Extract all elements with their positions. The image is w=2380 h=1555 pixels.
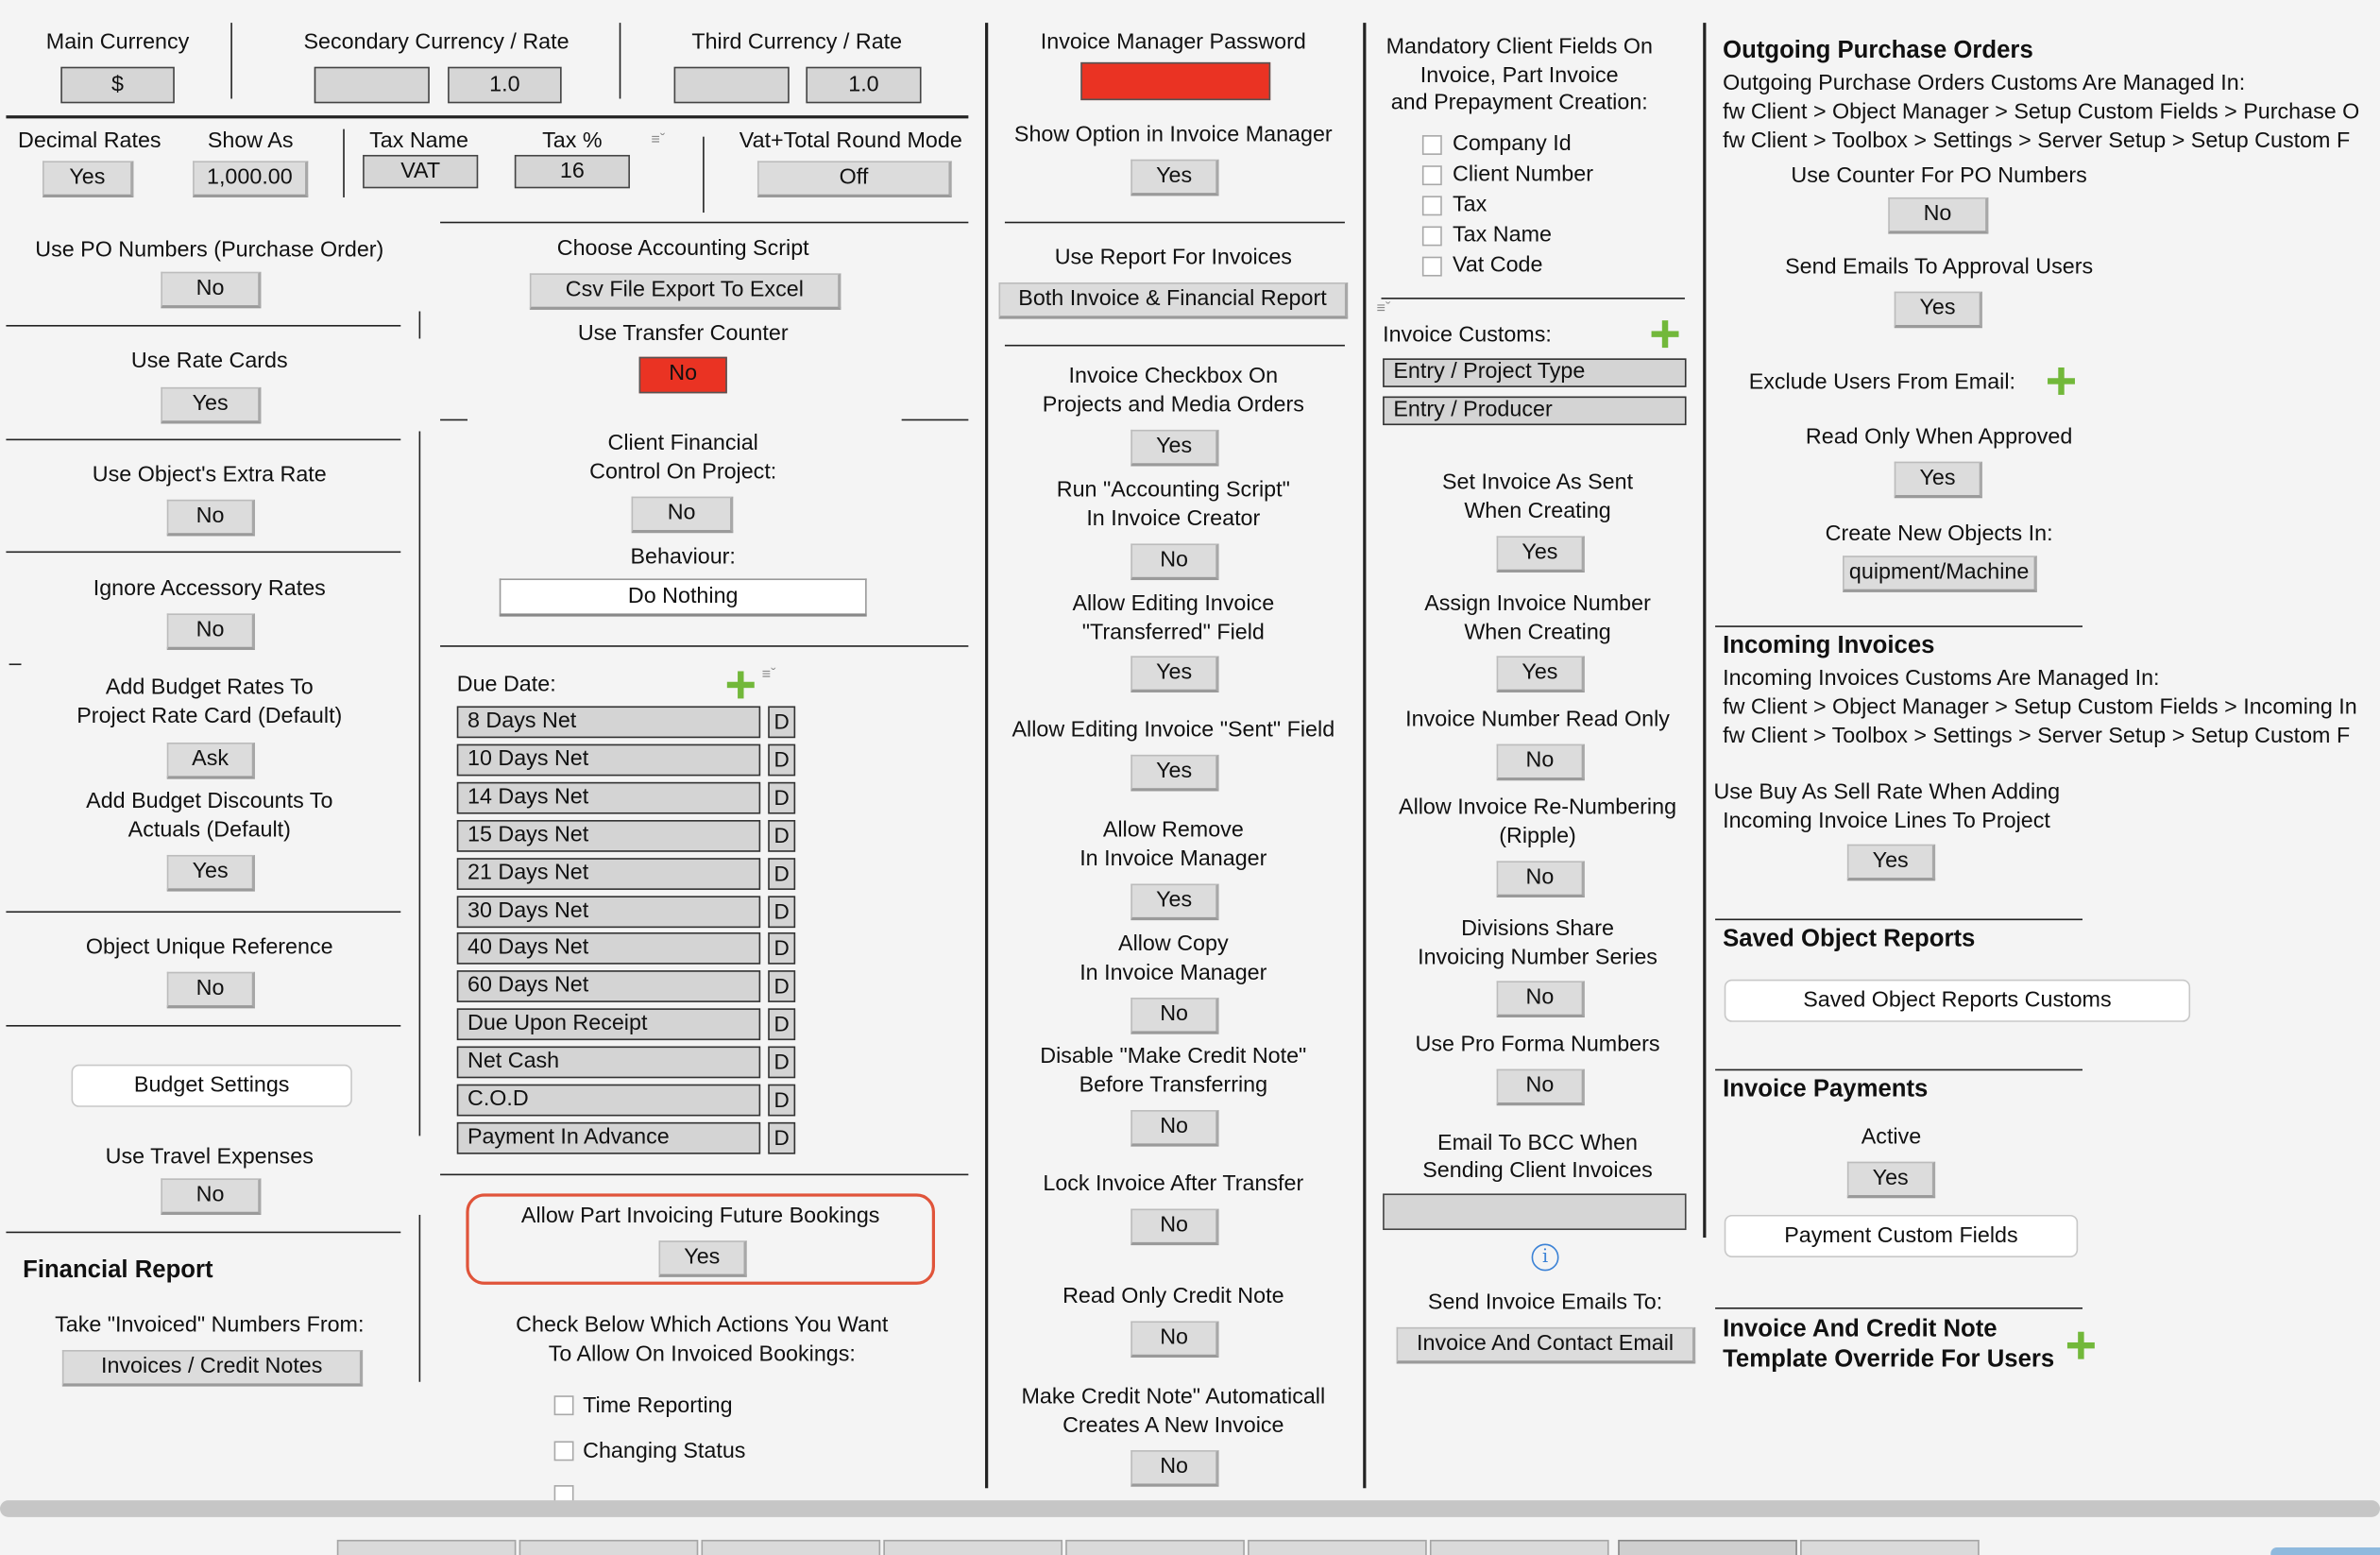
third-rate-field[interactable]: 1.0 [806,67,921,104]
bottom-tab[interactable] [1248,1540,1427,1555]
payments-active-label: Active [1861,1125,1922,1150]
unique-reference-label: Object Unique Reference [85,935,333,960]
due-date-row[interactable]: Net Cash [457,1047,760,1079]
round-mode-button[interactable]: Off [757,161,952,197]
send-to-button[interactable]: Invoice And Contact Email [1397,1327,1696,1364]
make-credit-button[interactable]: No [1130,1450,1218,1487]
divider [440,419,468,421]
extra-rate-label: Use Object's Extra Rate [92,463,327,487]
budget-rates-button[interactable]: Ask [167,743,255,779]
travel-expenses-button[interactable]: No [161,1178,261,1215]
divider [703,137,705,213]
due-date-default-button[interactable]: D [768,1009,795,1041]
pro-forma-label: Use Pro Forma Numbers [1415,1033,1660,1057]
divider [6,115,968,118]
client-field-checkbox[interactable] [1422,165,1442,185]
incoming-line-1: Incoming Invoices Customs Are Managed In: [1723,666,2160,692]
info-icon[interactable]: i [1532,1243,1559,1271]
exclude-users-label: Exclude Users From Email: [1748,370,2016,395]
make-credit-label-1: Make Credit Note" Automaticall [1021,1384,1326,1410]
financial-report-title: Financial Report [23,1256,213,1284]
client-field-checkbox[interactable] [1422,135,1442,155]
divider [9,663,22,665]
decimal-rates-label: Decimal Rates [18,128,162,154]
due-date-label: Due Date: [456,673,556,697]
due-date-row[interactable]: 8 Days Net [457,706,760,738]
po-customs-line-2: fw Client > Object Manager > Setup Custom Fields > Purchase O [1723,100,2360,125]
allow-copy-label-1: Allow Copy [1118,931,1229,957]
bcc-email-field[interactable] [1383,1193,1686,1230]
column-divider [419,1215,421,1382]
incoming-invoices-title: Incoming Invoices [1723,633,1935,659]
divisions-label-1: Divisions Share [1461,916,1614,942]
renumbering-label-1: Allow Invoice Re-Numbering [1399,795,1677,821]
third-currency-field[interactable] [674,67,790,104]
client-field-label: Company Id [1453,131,1572,157]
budget-rates-label-1: Add Budget Rates To [105,675,314,701]
divisions-button[interactable]: No [1497,981,1585,1017]
due-date-row[interactable]: Payment In Advance [457,1122,760,1154]
approval-emails-label: Send Emails To Approval Users [1785,255,2094,280]
incoming-line-3: fw Client > Toolbox > Settings > Server Setup > Setup Custom F [1723,724,2351,749]
changing-status-label: Changing Status [583,1439,746,1464]
saved-reports-title: Saved Object Reports [1723,926,1976,952]
allow-remove-label-1: Allow Remove [1102,818,1244,844]
client-fields-title-1: Mandatory Client Fields On [1386,34,1653,60]
set-sent-label-2: When Creating [1464,499,1611,524]
read-only-credit-label: Read Only Credit Note [1062,1284,1284,1309]
invoice-checkbox-label-1: Invoice Checkbox On [1068,364,1279,389]
edit-transferred-button[interactable]: Yes [1130,656,1218,692]
bottom-tab[interactable] [337,1540,517,1555]
budget-settings-button[interactable]: Budget Settings [72,1065,352,1107]
payments-active-button[interactable]: Yes [1847,1162,1935,1199]
accounting-script-label: Choose Accounting Script [556,236,809,262]
make-credit-label-2: Creates A New Invoice [1062,1413,1284,1439]
divider [230,23,232,98]
divider [1005,345,1345,347]
number-read-only-label: Invoice Number Read Only [1405,708,1670,732]
behaviour-label: Behaviour: [630,545,736,570]
invoice-checkbox-label-2: Projects and Media Orders [1042,393,1304,419]
assign-number-label-1: Assign Invoice Number [1424,591,1651,617]
disable-credit-button[interactable]: No [1130,1110,1218,1147]
approval-emails-button[interactable]: Yes [1895,292,1982,329]
rate-cards-label: Use Rate Cards [130,349,288,374]
behaviour-select[interactable]: Do Nothing [500,578,867,616]
sort-icon[interactable]: ≡ˇ [651,131,666,149]
po-numbers-label: Use PO Numbers (Purchase Order) [35,238,384,264]
due-date-default-button[interactable]: D [768,1047,795,1079]
check-below-label-2: To Allow On Invoiced Bookings: [548,1341,856,1367]
lock-invoice-label: Lock Invoice After Transfer [1043,1171,1304,1197]
divider [1005,222,1345,224]
due-date-row[interactable]: 10 Days Net [457,743,760,776]
part-invoicing-button[interactable]: Yes [659,1240,747,1277]
due-date-row[interactable]: C.O.D [457,1085,760,1117]
edit-transferred-label-2: "Transferred" Field [1081,621,1265,646]
divisions-label-2: Invoicing Number Series [1418,946,1658,971]
add-icon[interactable] [2048,367,2075,395]
column-divider [419,432,421,1136]
invoice-customs-label: Invoice Customs: [1383,323,1552,349]
set-sent-label-1: Set Invoice As Sent [1441,470,1634,496]
run-script-label-1: Run "Accounting Script" [1056,478,1290,504]
po-counter-button[interactable]: No [1888,197,1988,234]
budget-discounts-label-2: Actuals (Default) [128,818,291,844]
secondary-currency-field[interactable] [314,67,430,104]
incoming-line-2: fw Client > Object Manager > Setup Custom Fields > Incoming In [1723,695,2357,720]
client-field-checkbox[interactable] [1422,196,1442,215]
changing-status-checkbox[interactable] [554,1441,574,1461]
column-divider [1703,23,1706,1238]
divider [902,419,969,421]
custom-entry-project-type[interactable]: Entry / Project Type [1383,358,1686,387]
divider [440,1174,968,1176]
run-script-button[interactable]: No [1130,543,1218,580]
show-as-button[interactable]: 1,000.00 [193,161,308,197]
custom-entry-producer[interactable]: Entry / Producer [1383,397,1686,426]
bottom-tab[interactable] [1430,1540,1609,1555]
divider [1715,1069,2082,1071]
divider [343,129,345,197]
due-date-row[interactable]: Due Upon Receipt [457,1009,760,1041]
corner-indicator [2270,1547,2380,1555]
due-date-default-button[interactable]: D [768,743,795,776]
po-section-title: Outgoing Purchase Orders [1723,38,2033,64]
new-objects-label: Create New Objects In: [1825,521,2053,547]
show-option-label: Show Option in Invoice Manager [1013,123,1333,147]
manager-password-field[interactable] [1080,62,1270,100]
check-below-label-1: Check Below Which Actions You Want [516,1313,889,1339]
show-as-label: Show As [207,128,294,154]
client-field-label: Client Number [1453,162,1593,187]
main-currency-field[interactable]: $ [60,67,175,104]
take-invoiced-label: Take "Invoiced" Numbers From: [55,1313,365,1339]
transfer-counter-button[interactable]: No [639,357,727,394]
due-date-default-button[interactable]: D [768,820,795,852]
client-field-label: Tax Name [1453,223,1552,248]
bottom-tab-active[interactable] [1618,1540,1797,1555]
buy-sell-label-1: Use Buy As Sell Rate When Adding [1713,780,2061,805]
due-date-row[interactable]: 15 Days Net [457,820,760,852]
due-date-row[interactable]: 40 Days Net [457,933,760,965]
bcc-label-2: Sending Client Invoices [1422,1158,1653,1184]
report-invoices-label: Use Report For Invoices [1054,246,1292,271]
budget-rates-label-2: Project Rate Card (Default) [76,704,343,729]
payment-custom-fields-button[interactable]: Payment Custom Fields [1725,1215,2078,1257]
pro-forma-button[interactable]: No [1497,1069,1585,1106]
bottom-tab[interactable] [702,1540,881,1555]
send-to-label: Send Invoice Emails To: [1427,1290,1663,1316]
po-customs-line-3: fw Client > Toolbox > Settings > Server Setup > Setup Custom F [1723,128,2351,154]
edit-sent-label: Allow Editing Invoice "Sent" Field [1012,718,1335,743]
divider [6,325,400,327]
main-currency-label: Main Currency [45,30,190,55]
allow-remove-label-2: In Invoice Manager [1080,846,1267,872]
lock-invoice-button[interactable]: No [1130,1209,1218,1246]
secondary-rate-field[interactable]: 1.0 [448,67,562,104]
read-only-credit-button[interactable]: No [1130,1321,1218,1358]
round-mode-label: Vat+Total Round Mode [739,128,962,154]
po-customs-line-1: Outgoing Purchase Orders Customs Are Managed In: [1723,71,2246,96]
read-only-approved-label: Read Only When Approved [1805,425,2073,450]
budget-discounts-label-1: Add Budget Discounts To [86,789,333,814]
run-script-label-2: In Invoice Creator [1086,506,1261,532]
client-financial-label-1: Client Financial [607,431,758,456]
secondary-currency-label: Secondary Currency / Rate [303,30,570,55]
divider [1715,625,2082,627]
tax-name-label: Tax Name [369,128,469,154]
divider [6,551,400,553]
edit-sent-button[interactable]: Yes [1130,755,1218,792]
accessory-rates-label: Ignore Accessory Rates [93,576,326,602]
set-sent-button[interactable]: Yes [1497,536,1585,572]
divider [440,222,968,224]
assign-number-button[interactable]: Yes [1497,656,1585,692]
due-date-default-button[interactable]: D [768,781,795,813]
tax-percent-label: Tax % [542,128,603,154]
disable-credit-label-2: Before Transferring [1079,1073,1268,1099]
divider [620,23,621,98]
column-divider [985,23,988,1488]
transfer-counter-label: Use Transfer Counter [577,321,789,347]
travel-expenses-label: Use Travel Expenses [105,1144,314,1170]
divider [6,1025,400,1027]
accounting-script-button[interactable]: Csv File Export To Excel [530,273,841,310]
assign-number-label-2: When Creating [1464,621,1611,646]
tax-percent-field[interactable]: 16 [515,155,630,188]
new-objects-button[interactable]: quipment/Machine [1843,555,2037,592]
allow-remove-button[interactable]: Yes [1130,884,1218,921]
divider [6,911,400,913]
horizontal-scrollbar[interactable] [0,1500,2380,1517]
due-date-default-button[interactable]: D [768,858,795,890]
client-field-checkbox[interactable] [1422,227,1442,247]
read-only-approved-button[interactable]: Yes [1895,462,1982,499]
due-date-row[interactable]: 30 Days Net [457,896,760,928]
po-numbers-button[interactable]: No [161,272,261,309]
client-financial-label-2: Control On Project: [589,460,777,485]
bottom-tab[interactable] [519,1540,699,1555]
divider [1382,298,1685,299]
add-icon[interactable] [727,671,755,698]
add-icon[interactable] [1652,320,1679,348]
divider [1715,918,2082,920]
due-date-default-button[interactable]: D [768,971,795,1003]
edit-transferred-label-1: Allow Editing Invoice [1072,591,1275,617]
take-invoiced-button[interactable]: Invoices / Credit Notes [62,1350,363,1387]
divider [419,312,421,339]
tax-name-field[interactable]: VAT [363,155,478,188]
bottom-tab[interactable] [883,1540,1062,1555]
decimal-rates-button[interactable]: Yes [42,161,133,197]
divider [1715,1307,2082,1309]
accessory-rates-button[interactable]: No [167,613,255,650]
divider [6,1232,400,1234]
template-override-title-1: Invoice And Credit Note [1723,1316,1998,1342]
divider [6,439,400,441]
sort-icon[interactable]: ≡ˇ [761,666,776,684]
client-fields-title-2: Invoice, Part Invoice [1420,63,1619,89]
divider [440,645,968,647]
renumbering-label-2: (Ripple) [1499,824,1576,849]
template-override-title-2: Template Override For Users [1723,1346,2055,1374]
invoice-checkbox-button[interactable]: Yes [1130,430,1218,467]
number-read-only-button[interactable]: No [1497,744,1585,781]
part-invoicing-label: Allow Part Invoicing Future Bookings [520,1204,880,1229]
client-financial-button[interactable]: No [632,497,734,534]
client-field-checkbox[interactable] [1422,257,1442,277]
due-date-default-button[interactable]: D [768,896,795,928]
client-fields-title-3: and Prepayment Creation: [1390,91,1648,116]
client-field-label: Vat Code [1453,253,1543,279]
sort-icon[interactable]: ≡ˇ [1376,300,1391,317]
extra-rate-button[interactable]: No [167,500,255,537]
allow-copy-button[interactable]: No [1130,998,1218,1034]
budget-discounts-button[interactable]: Yes [167,855,255,892]
buy-sell-button[interactable]: Yes [1847,845,1935,881]
renumbering-button[interactable]: No [1497,861,1585,897]
time-reporting-label: Time Reporting [583,1393,733,1419]
bottom-tab[interactable] [1065,1540,1245,1555]
due-date-row[interactable]: 21 Days Net [457,858,760,890]
due-date-default-button[interactable]: D [768,933,795,965]
client-field-label: Tax [1453,193,1488,217]
time-reporting-checkbox[interactable] [554,1395,574,1415]
report-invoices-button[interactable]: Both Invoice & Financial Report [999,282,1349,319]
bcc-label-1: Email To BCC When [1437,1131,1639,1156]
bottom-tab[interactable] [1800,1540,1980,1555]
manager-password-label: Invoice Manager Password [1040,30,1306,55]
due-date-row[interactable]: 14 Days Net [457,781,760,813]
saved-reports-button[interactable]: Saved Object Reports Customs [1725,980,2190,1022]
due-date-default-button[interactable]: D [768,1122,795,1154]
add-icon[interactable] [2067,1332,2095,1359]
rate-cards-button[interactable]: Yes [161,387,261,424]
invoice-payments-title: Invoice Payments [1723,1076,1929,1102]
due-date-row[interactable]: 60 Days Net [457,971,760,1003]
disable-credit-label-1: Disable "Make Credit Note" [1040,1044,1307,1069]
unique-reference-button[interactable]: No [167,972,255,1009]
buy-sell-label-2: Incoming Invoice Lines To Project [1723,809,2050,834]
due-date-default-button[interactable]: D [768,706,795,738]
show-option-button[interactable]: Yes [1130,160,1218,197]
third-currency-label: Third Currency / Rate [691,30,903,55]
column-divider [1363,23,1366,1488]
due-date-default-button[interactable]: D [768,1085,795,1117]
allow-copy-label-2: In Invoice Manager [1080,961,1267,986]
po-counter-label: Use Counter For PO Numbers [1791,163,2087,189]
